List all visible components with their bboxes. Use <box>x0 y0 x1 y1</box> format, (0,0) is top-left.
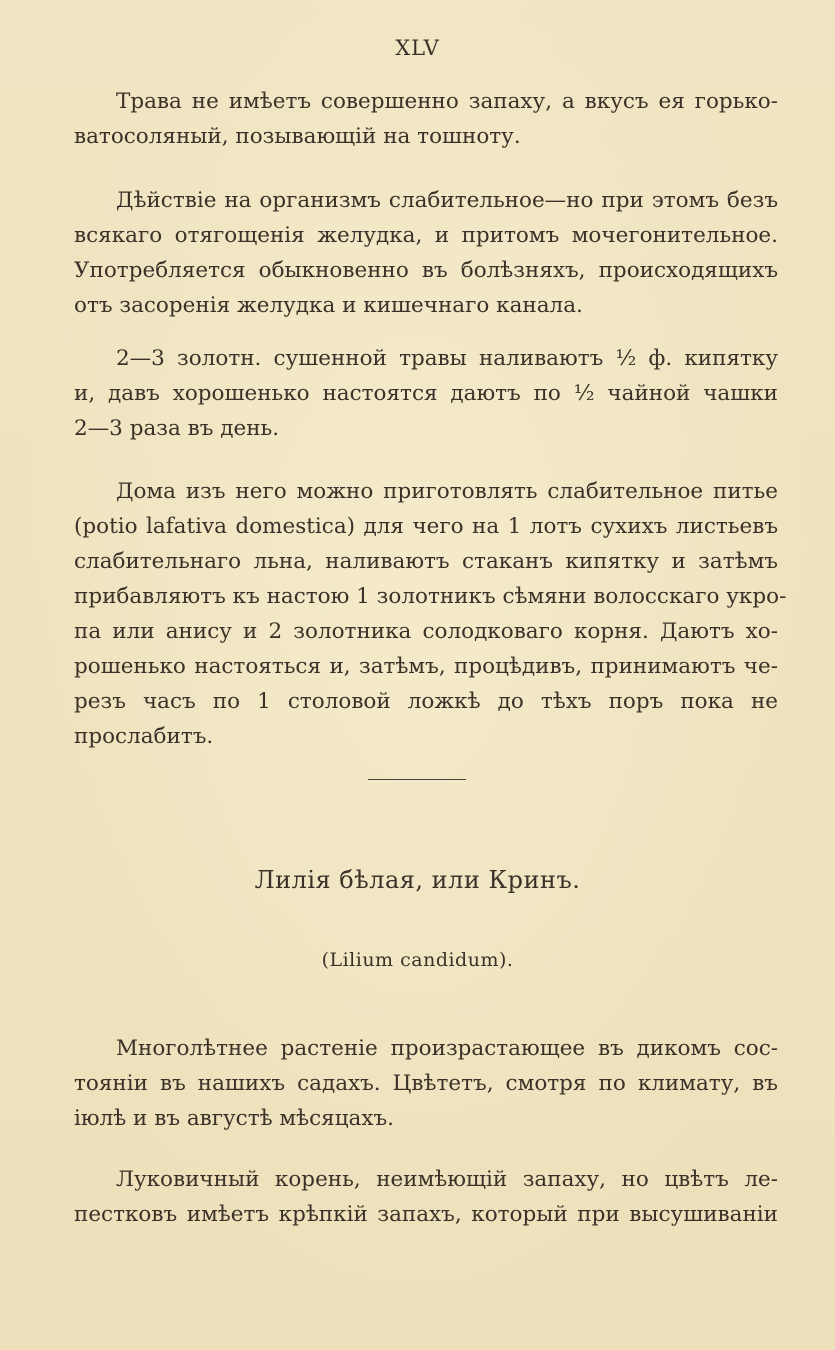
text-line: отъ засоренія желудка и кишечнаго канала. <box>74 293 583 318</box>
text-line: Употребляется обыкновенно въ болѣзняхъ, происходящихъ <box>74 258 778 283</box>
page-number: XLV <box>395 36 440 60</box>
text-line: Луковичный корень, неимѣющій запаху, но цвѣтъ ле- <box>116 1167 778 1192</box>
text-line: пестковъ имѣетъ крѣпкій запахъ, который при высушиваніи <box>74 1202 778 1227</box>
paragraph-action <box>74 183 778 323</box>
section-divider <box>368 779 466 780</box>
text-line: па или анису и 2 золотника солодковаго корня. Даютъ хо- <box>74 619 778 644</box>
paragraph-dosage <box>74 341 778 446</box>
section-latin-name: (Lilium candidum). <box>321 949 514 971</box>
paragraph-home-recipe <box>74 474 787 754</box>
text-line: Дѣйствіе на организмъ слабительное—но при этомъ безъ <box>116 188 778 213</box>
text-line: 2—3 золотн. сушенной травы наливаютъ ½ ф. кипятку <box>116 346 778 371</box>
text-line: Многолѣтнее растеніе произрастающее въ дикомъ сос- <box>116 1036 778 1061</box>
text-line: прослабитъ. <box>74 724 214 749</box>
text-line: 2—3 раза въ день. <box>74 416 280 441</box>
text-line: и, давъ хорошенько настоятся даютъ по ½ чайной чашки <box>74 381 778 406</box>
text-line: всякаго отягощенія желудка, и притомъ мочегонительное. <box>74 223 778 248</box>
section-title: Лилія бѣлая, или Кринъ. <box>254 866 581 894</box>
text-line: резъ часъ по 1 столовой ложкѣ до тѣхъ поръ пока не <box>74 689 778 714</box>
text-line: іюлѣ и въ августѣ мѣсяцахъ. <box>74 1106 394 1131</box>
text-line: ватосоляный, позывающій на тошноту. <box>74 124 521 149</box>
text-line: (potio lafativa domestica) для чего на 1 лотъ сухихъ листьевъ <box>74 514 778 539</box>
text-line: Трава не имѣетъ совершенно запаху, а вкусъ ея горько- <box>116 89 778 114</box>
paragraph-description <box>74 1031 778 1136</box>
text-line: слабительнаго льна, наливаютъ стаканъ кипятку и затѣмъ <box>74 549 778 574</box>
text-line: рошенько настояться и, затѣмъ, процѣдивъ, принимаютъ че- <box>74 654 778 679</box>
text-line: тояніи въ нашихъ садахъ. Цвѣтетъ, смотря по климату, въ <box>74 1071 778 1096</box>
text-line: прибавляютъ къ настою 1 золотникъ сѣмяни волосскаго укро- <box>74 584 787 609</box>
paragraph-root <box>74 1162 778 1232</box>
text-line: Дома изъ него можно приготовлять слабительное питье <box>116 479 778 504</box>
paragraph-taste <box>74 84 778 154</box>
